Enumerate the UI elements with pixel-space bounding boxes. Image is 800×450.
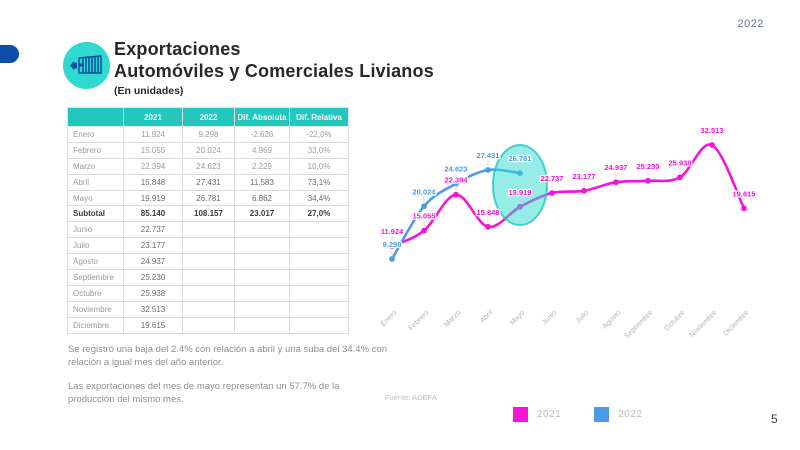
data-label: 15.848 — [476, 207, 500, 217]
page-number: 5 — [771, 412, 778, 426]
data-label: 32.513 — [700, 126, 724, 135]
row-label-cell: Mayo — [68, 190, 124, 206]
row-label-cell: Diciembre — [68, 317, 124, 333]
column-header: 2021 — [124, 108, 183, 127]
data-label: 26.781 — [508, 154, 532, 164]
table-header-row — [68, 108, 349, 127]
value-cell: 26.781 — [183, 190, 235, 206]
legend-swatch-2022 — [594, 407, 609, 422]
value-cell — [235, 317, 290, 333]
x-axis-label: Marzo — [441, 308, 463, 329]
value-cell — [290, 285, 349, 301]
chart-legend — [513, 407, 643, 422]
exports-table-header — [68, 108, 349, 127]
legend-label-2021: 2021 — [537, 409, 562, 420]
table-row — [68, 206, 349, 222]
column-header — [68, 108, 124, 127]
x-axis-label: Agosto — [600, 308, 623, 331]
value-cell: -22,0% — [290, 127, 349, 143]
value-cell: 73,1% — [290, 174, 349, 190]
source-note: Fuente: ADEFA — [385, 393, 437, 402]
data-label: 11.924 — [380, 227, 404, 237]
page-subtitle: (En unidades) — [114, 85, 184, 97]
value-cell — [290, 317, 349, 333]
table-row — [68, 190, 349, 206]
table-row — [68, 238, 349, 254]
value-cell: 23.177 — [124, 238, 183, 254]
data-label: 22.737 — [540, 174, 564, 184]
data-label: 24.937 — [604, 163, 628, 173]
value-cell — [235, 254, 290, 270]
value-cell: 19.615 — [124, 317, 183, 333]
row-label-cell: Julio — [68, 238, 124, 254]
year-badge: 2022 — [737, 18, 764, 30]
value-cell: 34,4% — [290, 190, 349, 206]
data-label: 25.230 — [636, 161, 660, 171]
page-title-line2: Automóviles y Comerciales Livianos — [114, 61, 434, 81]
value-cell: 24.937 — [124, 254, 183, 270]
note-paragraph-2: Las exportaciones del mes de mayo representan un 57.7% de la producción del mismo mes. — [68, 381, 340, 405]
data-labels-2021 — [381, 126, 756, 242]
analysis-notes — [68, 344, 388, 418]
data-label: 20.024 — [412, 187, 436, 197]
value-cell: 6.862 — [235, 190, 290, 206]
data-label: 25.938 — [668, 158, 692, 168]
value-cell: 10,0% — [290, 158, 349, 174]
value-cell: 15.848 — [124, 174, 183, 190]
value-cell: 25.230 — [124, 270, 183, 286]
accent-pill — [0, 45, 19, 63]
x-axis-label: Junio — [539, 308, 559, 327]
value-cell: 32.513 — [124, 301, 183, 317]
value-cell: 23.017 — [235, 206, 290, 222]
data-label: 27.431 — [476, 150, 500, 160]
legend-swatch-2021 — [513, 407, 528, 422]
table-row — [68, 254, 349, 270]
container-truck-icon — [63, 42, 110, 89]
value-cell: 25.938 — [124, 285, 183, 301]
value-cell — [183, 317, 235, 333]
value-cell: 22.394 — [124, 158, 183, 174]
value-cell — [290, 301, 349, 317]
value-cell — [183, 222, 235, 238]
value-cell: 27,0% — [290, 206, 349, 222]
title-block — [114, 38, 434, 97]
value-cell: 22.737 — [124, 222, 183, 238]
value-cell: 2.229 — [235, 158, 290, 174]
column-header: Dif. Absoluta — [235, 108, 290, 127]
value-cell — [235, 238, 290, 254]
page-title-line1: Exportaciones — [114, 39, 241, 59]
row-label-cell: Enero — [68, 127, 124, 143]
x-axis-label: Abril — [477, 308, 495, 325]
value-cell — [183, 301, 235, 317]
column-header: Dif. Relativa — [290, 108, 349, 127]
data-label: 9.298 — [382, 240, 402, 249]
data-label: 23.177 — [572, 171, 596, 181]
x-axis-label: Mayo — [507, 308, 527, 327]
table-row — [68, 285, 349, 301]
value-cell — [290, 254, 349, 270]
value-cell — [290, 238, 349, 254]
value-cell: 20.024 — [183, 142, 235, 158]
series-line-2021 — [389, 142, 747, 249]
value-cell — [290, 222, 349, 238]
x-axis-labels — [378, 308, 750, 341]
exports-line-chart — [368, 105, 798, 355]
note-paragraph-1: Se registró una baja del 2.4% con relación a abril y una suba del 34.4% con relación a igual mes del año anterior. — [68, 344, 387, 368]
row-label-cell: Subtotal — [68, 206, 124, 222]
value-cell: 19.919 — [124, 190, 183, 206]
table-row — [68, 158, 349, 174]
data-label: 19.615 — [732, 189, 756, 199]
value-cell — [183, 254, 235, 270]
exports-table — [67, 107, 349, 334]
table-row — [68, 301, 349, 317]
value-cell: 4.969 — [235, 142, 290, 158]
row-label-cell: Febrero — [68, 142, 124, 158]
x-axis-label: Febrero — [406, 308, 431, 333]
x-axis-label: Julio — [573, 308, 591, 325]
x-axis-label: Diciembre — [721, 308, 751, 338]
x-axis-label: Septiembre — [622, 308, 655, 341]
x-axis-label: Enero — [378, 308, 399, 328]
data-label: 19.919 — [508, 187, 532, 197]
value-cell: 9.298 — [183, 127, 235, 143]
row-label-cell: Marzo — [68, 158, 124, 174]
value-cell: 11.583 — [235, 174, 290, 190]
table-row — [68, 222, 349, 238]
value-cell: 108.157 — [183, 206, 235, 222]
value-cell: 15.055 — [124, 142, 183, 158]
value-cell: 27.431 — [183, 174, 235, 190]
row-label-cell: Septiembre — [68, 270, 124, 286]
column-header: 2022 — [183, 108, 235, 127]
exports-table-body — [68, 127, 349, 334]
table-row — [68, 142, 349, 158]
value-cell — [235, 285, 290, 301]
value-cell: 85.140 — [124, 206, 183, 222]
value-cell — [290, 270, 349, 286]
table-row — [68, 270, 349, 286]
table-row — [68, 127, 349, 143]
value-cell — [235, 270, 290, 286]
value-cell — [183, 285, 235, 301]
row-label-cell: Abril — [68, 174, 124, 190]
row-label-cell: Agosto — [68, 254, 124, 270]
row-label-cell: Octubre — [68, 285, 124, 301]
data-label: 22.394 — [444, 175, 468, 185]
value-cell — [183, 238, 235, 254]
value-cell — [235, 301, 290, 317]
data-label: 24.623 — [444, 164, 468, 174]
value-cell: 11.924 — [124, 127, 183, 143]
value-cell: 24.623 — [183, 158, 235, 174]
row-label-cell: Junio — [68, 222, 124, 238]
legend-label-2022: 2022 — [618, 409, 643, 420]
value-cell: -2.626 — [235, 127, 290, 143]
value-cell — [183, 270, 235, 286]
data-label: 15.055 — [412, 211, 436, 221]
table-row — [68, 174, 349, 190]
table-row — [68, 317, 349, 333]
row-label-cell: Noviembre — [68, 301, 124, 317]
x-axis-label: Octubre — [661, 308, 687, 333]
value-cell — [235, 222, 290, 238]
value-cell: 33,0% — [290, 142, 349, 158]
x-axis-label: Noviembre — [687, 308, 719, 339]
